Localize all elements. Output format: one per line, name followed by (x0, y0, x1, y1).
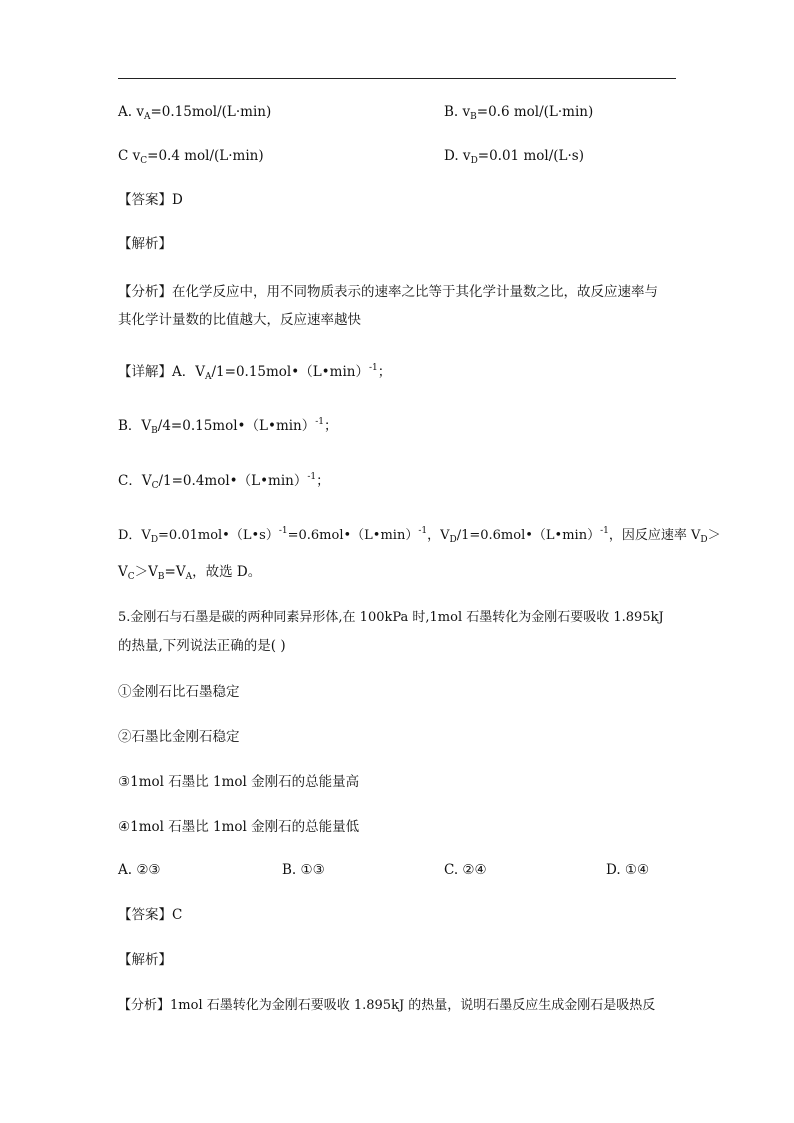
q4-detail-d-cont: $V_C>V_B=V_A$，故选 D。 (118, 564, 262, 582)
q5-option-d: D. ①④ (606, 862, 650, 878)
q4-detail-b: B．$V_B/4=0.15mol•(L•\min)^{-1}$； (118, 417, 338, 436)
q5-stem-line2: 的热量,下列说法正确的是( ) (118, 638, 286, 654)
q4-detail-a: 【详解】A．$V_A/1=0.15mol•(L•\min)^{-1}$； (118, 363, 392, 382)
q4-detail-d: D．$V_D=0.01mol•(L•s)^{-1}=0.6mol•(L•\min)^{-1}$，$V_D/1=0.6mol•(L•\min)^{-1}$，因反应速率 $V_D>$ (118, 526, 721, 545)
q5-analysis-tag: 【解析】 (118, 952, 172, 968)
q5-stem-line1: 5.金刚石与石墨是碳的两种同素异形体,在 100kPa 时,1mol 石墨转化为金刚石要吸收 1.895kJ (118, 610, 664, 625)
header-rule (118, 78, 676, 79)
option-c: C $v_C=0.4$ mol/(L·min) (118, 148, 264, 166)
option-b: B. $v_B=0.6$ mol/(L·min) (444, 104, 594, 122)
option-d: D. $v_D=0.01$ mol/(L·s) (444, 148, 584, 166)
q4-fenxi-line1: 【分析】在化学反应中，用不同物质表示的速率之比等于其化学计量数之比，故反应速率与 (118, 284, 658, 300)
q5-option-a: A. ②③ (118, 862, 161, 878)
option-a: A. $v_A=0.15mol/(L\cdot\min)$ (118, 104, 272, 122)
q5-statement-2: ②石墨比金刚石稳定 (118, 729, 240, 745)
answer-tag: 【答案】 (118, 192, 172, 208)
q5-option-c: C. ②④ (444, 862, 487, 878)
q5-statement-4: ④1mol 石墨比 1mol 金刚石的总能量低 (118, 819, 360, 835)
q4-detail-c: C．$V_C/1=0.4mol•(L•\min)^{-1}$； (118, 472, 330, 491)
q5-answer: 【答案】C (118, 907, 183, 923)
q5-fenxi: 【分析】1mol 石墨转化为金刚石要吸收 1.895kJ 的热量，说明石墨反应生成金刚石是吸热反 (118, 998, 656, 1013)
q4-answer: 【答案】D (118, 192, 183, 208)
q4-analysis-tag: 【解析】 (118, 236, 172, 252)
q5-statement-1: ①金刚石比石墨稳定 (118, 684, 240, 700)
q4-fenxi-line2: 其化学计量数的比值越大，反应速率越快 (118, 312, 361, 328)
q5-statement-3: ③1mol 石墨比 1mol 金刚石的总能量高 (118, 774, 360, 790)
q5-option-b: B. ①③ (282, 862, 325, 878)
